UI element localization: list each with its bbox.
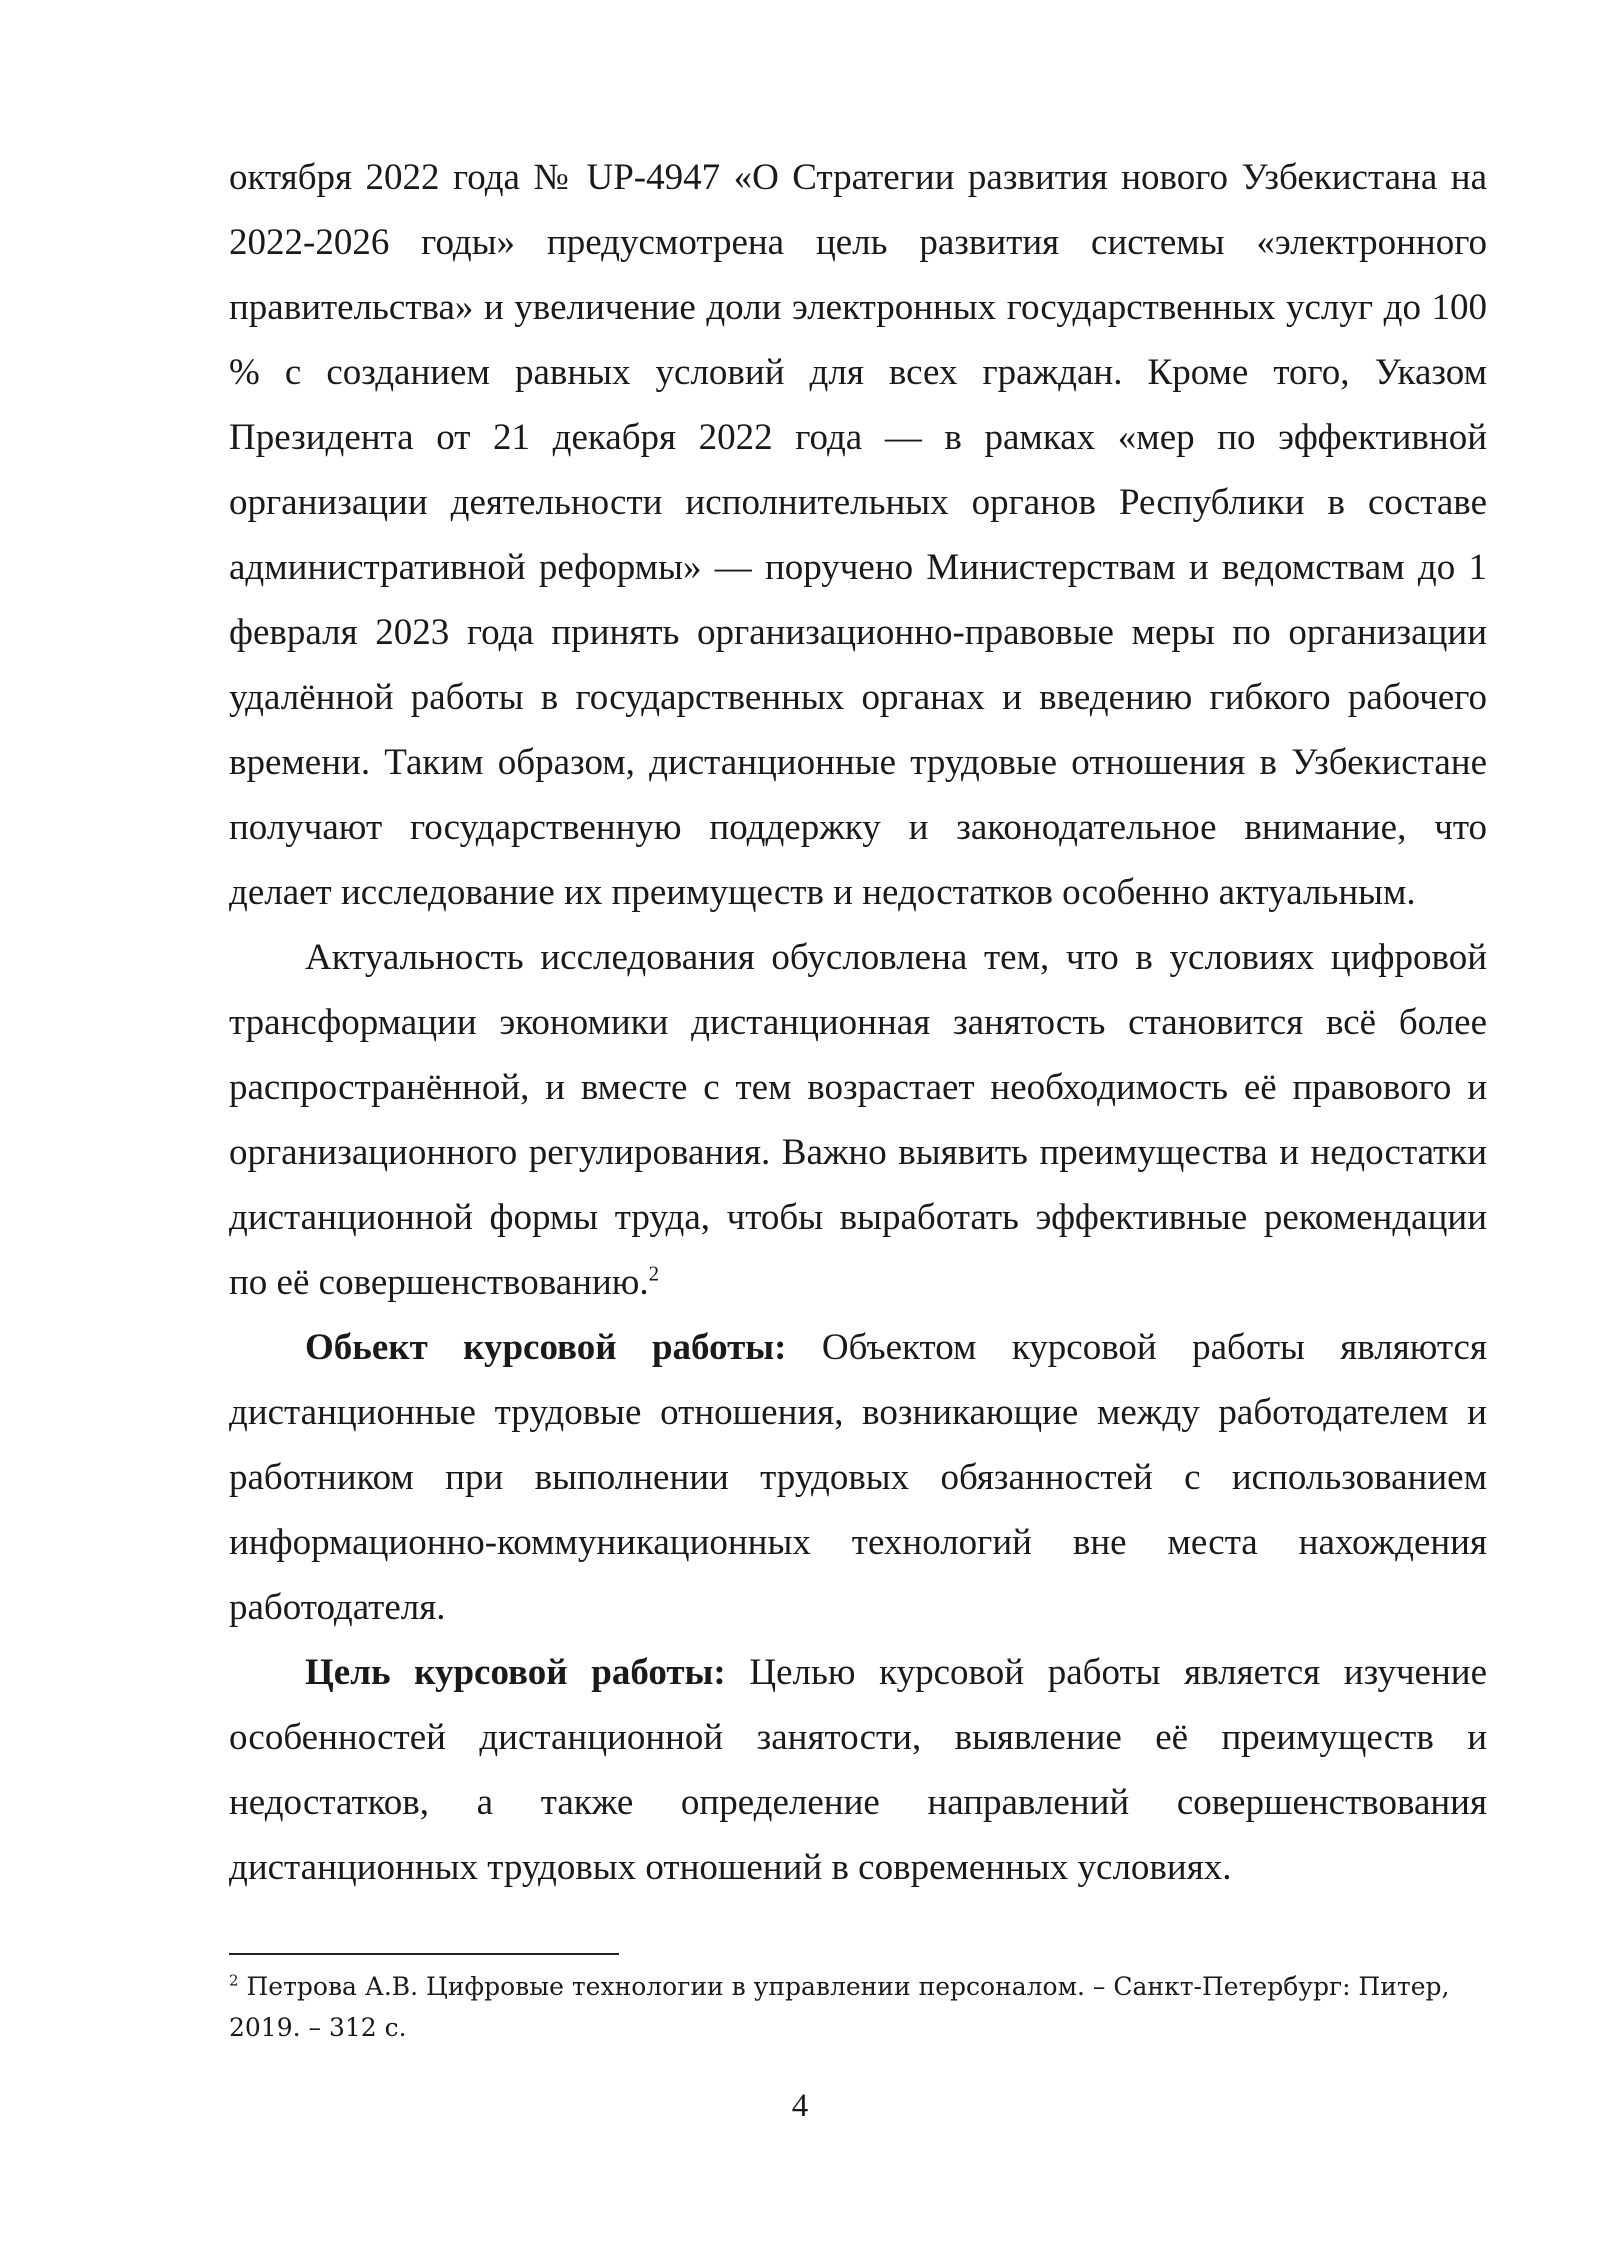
footnote-divider bbox=[229, 1953, 619, 1955]
page-number: 4 bbox=[791, 2088, 809, 2124]
paragraph-heading: Обьект курсовой работы: bbox=[305, 1327, 787, 1368]
paragraph-text: октября 2022 года № UP-4947 «О Стратегии развития нового Узбекистана на 2022-2026 годы» предусмотрена цель развития системы «электронного правительства» и увеличение доли электронных государственных услуг до 100 % с созданием равных условий для всех граждан. Кроме того, Указом Президента от 21 декабря 2022 года — в рамках «мер по эффективной организации деятельности исполнительных органов Республики в составе административной реформы» — поручено Министерствам и ведомствам до 1 февраля 2023 года принять организационно-правовые меры по организации удалённой работы в государственных органах и введению гибкого рабочего времени. Таким образом, дистанционные трудовые отношения в Узбекистане получают государственную поддержку и законодательное внимание, что делает исследование их преимуществ и недостатков особенно актуальным. bbox=[229, 157, 1487, 913]
paragraph-text: Актуальность исследования обусловлена тем, что в условиях цифровой трансформации экономики дистанционная занятость становится всё более распространённой, и вместе с тем возрастает необходимость её правового и организационного регулирования. Важно выявить преимущества и недостатки дистанционной формы труда, чтобы выработать эффективные рекомендации по её совершенствованию. bbox=[229, 937, 1487, 1303]
paragraph-heading: Цель курсовой работы: bbox=[305, 1652, 726, 1693]
footnote-number: 2 bbox=[229, 1971, 239, 1990]
footnote-reference[interactable]: 2 bbox=[648, 1261, 660, 1286]
paragraph-relevance bbox=[229, 925, 1487, 1315]
paragraph-continuation bbox=[229, 145, 1487, 925]
paragraph-goal bbox=[229, 1640, 1487, 1900]
paragraph-object bbox=[229, 1315, 1487, 1640]
paragraph-text: Целью курсовой работы является изучение особенностей дистанционной занятости, выявление её преимуществ и недостатков, а также определение направлений совершенствования дистанционных трудовых отношений в современных условиях. bbox=[229, 1652, 1487, 1888]
paragraph-text: Объектом курсовой работы являются дистанционные трудовые отношения, возникающие между работодателем и работником при выполнении трудовых обязанностей с использованием информационно-коммуникационных технологий вне места нахождения работодателя. bbox=[229, 1327, 1487, 1628]
footnote-text: Петрова А.В. Цифровые технологии в управлении персоналом. – Санкт-Петербург: Питер, 2019. – 312 с. bbox=[229, 1972, 1450, 2042]
footnote bbox=[229, 1966, 1487, 2048]
body-text bbox=[229, 145, 1487, 1900]
